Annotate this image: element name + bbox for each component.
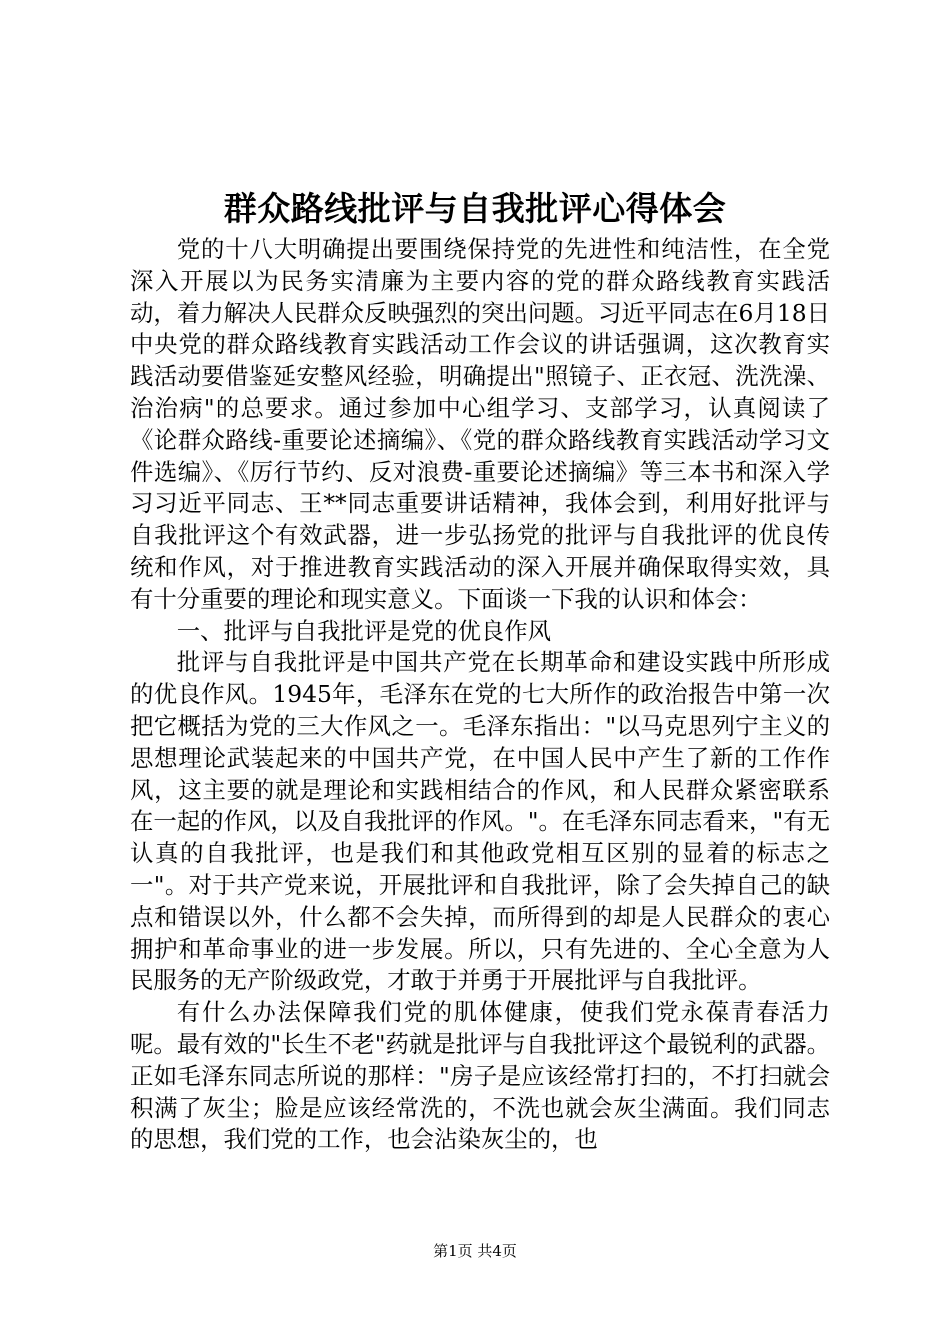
- document-body: [130, 234, 830, 1156]
- page-footer: 第1页 共4页: [433, 1242, 517, 1260]
- section-heading-1: 一、批评与自我批评是党的优良作风: [176, 616, 552, 645]
- paragraph-history: 批评与自我批评是中国共产党在长期革命和建设实践中所形成的优良作风。1945年，毛泽东在党的七大所作的政治报告中第一次把它概括为党的三大作风之一。毛泽东指出："以马克思列宁主义的思想理论武装起来的中国共产党，在中国人民中产生了新的工作作风，这主要的就是理论和实践相结合的作风，和人民群众紧密联系在一起的作风，以及自我批评的作风。"。在毛泽东同志看来，"有无认真的自我批评，也是我们和其他政党相互区别的显着的标志之一"。对于共产党来说，开展批评和自我批评，除了会失掉自己的缺点和错误以外，什么都不会失掉，而所得到的却是人民群众的衷心拥护和革命事业的进一步发展。所以，只有先进的、全心全意为人民服务的无产阶级政党，才敢于并勇于开展批评与自我批评。: [130, 648, 830, 995]
- paragraph-health: 有什么办法保障我们党的肌体健康，使我们党永葆青春活力呢。最有效的"长生不老"药就是批评与自我批评这个最锐利的武器。正如毛泽东同志所说的那样："房子是应该经常打扫的，不打扫就会积满了灰尘；脸是应该经常洗的，不洗也就会灰尘满面。我们同志的思想，我们党的工作，也会沾染灰尘的，也: [130, 998, 830, 1154]
- paragraph-intro: 党的十八大明确提出要围绕保持党的先进性和纯洁性，在全党深入开展以为民务实清廉为主要内容的党的群众路线教育实践活动，着力解决人民群众反映强烈的突出问题。习近平同志在6月18日中央党的群众路线教育实践活动工作会议的讲话强调，这次教育实践活动要借鉴延安整风经验，明确提出"照镜子、正衣冠、洗洗澡、治治病"的总要求。通过参加中心组学习、支部学习，认真阅读了《论群众路线-重要论述摘编》、《党的群众路线教育实践活动学习文件选编》、《厉行节约、反对浪费-重要论述摘编》等三本书和深入学习习近平同志、王**同志重要讲话精神，我体会到，利用好批评与自我批评这个有效武器，进一步弘扬党的批评与自我批评的优良传统和作风，对于推进教育实践活动的深入开展并确保取得实效，具有十分重要的理论和现实意义。下面谈一下我的认识和体会：: [130, 235, 830, 613]
- document-title: 群众路线批评与自我批评心得体会: [223, 189, 727, 228]
